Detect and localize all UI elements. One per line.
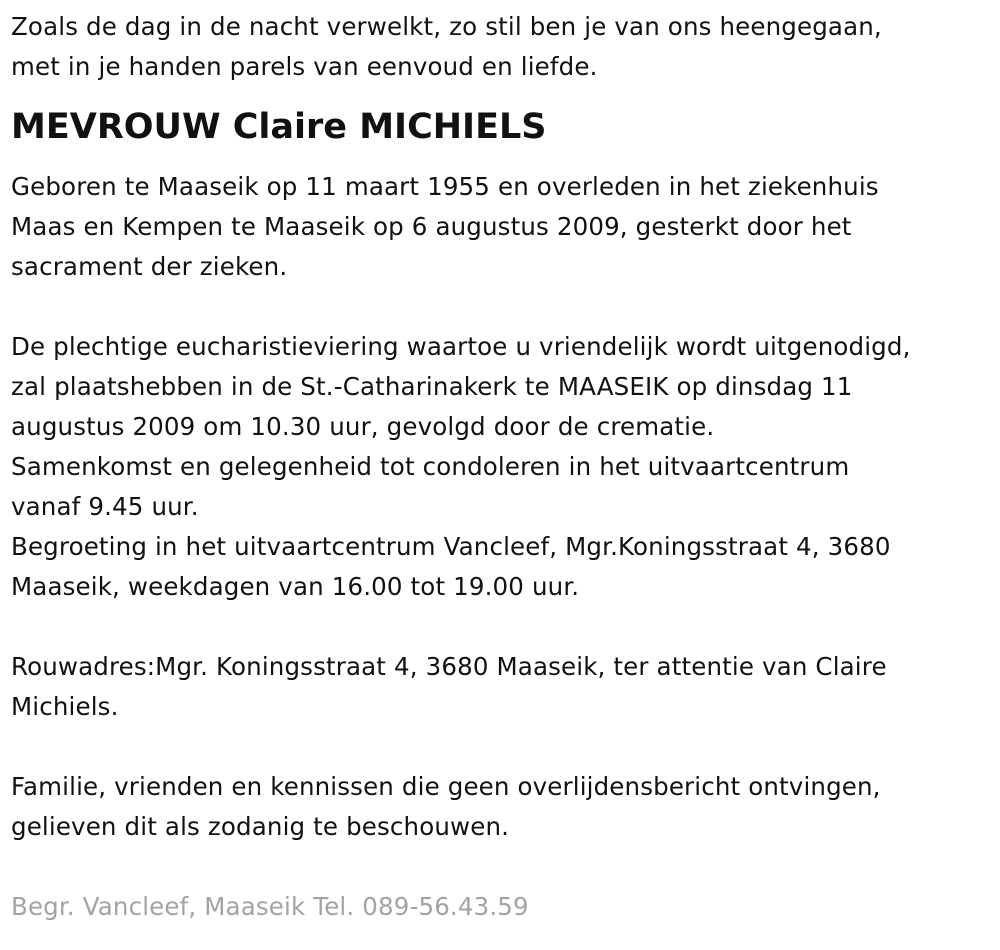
paragraph-line: Maaseik, weekdagen van 16.00 tot 19.00 uur. [11, 572, 580, 601]
paragraph-line: Rouwadres:Mgr. Koningsstraat 4, 3680 Maaseik, ter attentie van Claire [11, 652, 887, 681]
paragraph-line: vanaf 9.45 uur. [11, 492, 199, 521]
birth-death-paragraph [11, 167, 996, 287]
paragraph-line: Maas en Kempen te Maaseik op 6 augustus 2009, gesterkt door het [11, 212, 852, 241]
paragraph-line: Michiels. [11, 692, 119, 721]
title-block [11, 87, 996, 167]
paragraph-line: augustus 2009 om 10.30 uur, gevolgd door de crematie. [11, 412, 715, 441]
verse-line: Zoals de dag in de nacht verwelkt, zo stil ben je van ons heengegaan, [11, 12, 882, 41]
spacer [11, 847, 996, 887]
paragraph-line: Geboren te Maaseik op 11 maart 1955 en overleden in het ziekenhuis [11, 172, 879, 201]
paragraph-line: gelieven dit als zodanig te beschouwen. [11, 812, 510, 841]
paragraph-line: zal plaatshebben in de St.-Catharinakerk te MAASEIK op dinsdag 11 [11, 372, 853, 401]
verse-line: met in je handen parels van eenvoud en liefde. [11, 52, 598, 81]
paragraph-line: Begroeting in het uitvaartcentrum Vancleef, Mgr.Koningsstraat 4, 3680 [11, 532, 891, 561]
paragraph-line: Samenkomst en gelegenheid tot condoleren in het uitvaartcentrum [11, 452, 850, 481]
paragraph-line: sacrament der zieken. [11, 252, 288, 281]
spacer [11, 727, 996, 767]
intro-verse [11, 7, 996, 87]
spacer [11, 287, 996, 327]
ceremony-paragraph [11, 327, 996, 607]
deceased-name-title: MEVROUW Claire MICHIELS [11, 107, 547, 147]
paragraph-line: Familie, vrienden en kennissen die geen overlijdensbericht ontvingen, [11, 772, 881, 801]
spacer [11, 607, 996, 647]
paragraph-line: De plechtige eucharistieviering waartoe u vriendelijk wordt uitgenodigd, [11, 332, 911, 361]
notice-paragraph [11, 767, 996, 847]
funeral-home-footer: Begr. Vancleef, Maaseik Tel. 089-56.43.59 [11, 892, 529, 921]
mourning-address-paragraph [11, 647, 996, 727]
